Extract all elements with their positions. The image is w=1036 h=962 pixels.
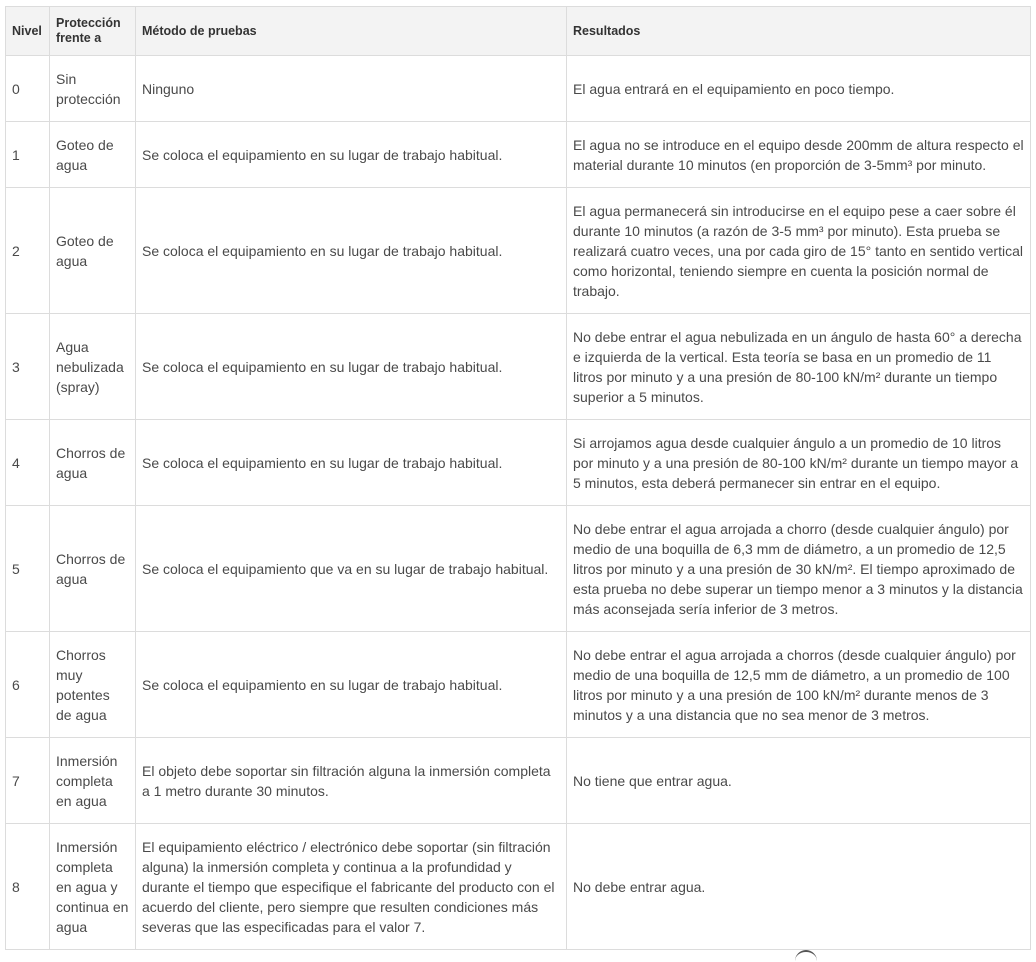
table-row	[6, 824, 1031, 950]
cell-proteccion: Chorros de agua	[50, 420, 136, 506]
cell-nivel: 1	[6, 122, 50, 188]
cell-metodo: Ninguno	[136, 56, 567, 122]
cell-resultados: El agua entrará en el equipamiento en poco tiempo.	[567, 56, 1031, 122]
cell-nivel: 7	[6, 738, 50, 824]
table-row	[6, 122, 1031, 188]
cell-proteccion: Inmersión completa en agua y continua en agua	[50, 824, 136, 950]
ip-protection-table	[5, 6, 1031, 950]
cell-proteccion: Inmersión completa en agua	[50, 738, 136, 824]
table-row	[6, 188, 1031, 314]
table-row	[6, 632, 1031, 738]
cell-metodo: Se coloca el equipamiento en su lugar de trabajo habitual.	[136, 632, 567, 738]
cell-nivel: 2	[6, 188, 50, 314]
table-row	[6, 420, 1031, 506]
cell-resultados: El agua no se introduce en el equipo desde 200mm de altura respecto el material durante 10 minutos (en proporción de 3-5mm³ por minuto.	[567, 122, 1031, 188]
cell-resultados: Si arrojamos agua desde cualquier ángulo a un promedio de 10 litros por minuto y a una presión de 80-100 kN/m² durante un tiempo mayor a 5 minutos, esta deberá permanecer sin entrar en el equipo.	[567, 420, 1031, 506]
cell-metodo: Se coloca el equipamiento en su lugar de trabajo habitual.	[136, 420, 567, 506]
header-nivel: Nivel	[6, 7, 50, 56]
cell-proteccion: Agua nebulizada (spray)	[50, 314, 136, 420]
cell-resultados: No tiene que entrar agua.	[567, 738, 1031, 824]
cell-metodo: Se coloca el equipamiento que va en su lugar de trabajo habitual.	[136, 506, 567, 632]
cell-nivel: 4	[6, 420, 50, 506]
cell-nivel: 5	[6, 506, 50, 632]
cell-resultados: No debe entrar el agua arrojada a chorro (desde cualquier ángulo) por medio de una boquilla de 6,3 mm de diámetro, a un promedio de 12,5 litros por minuto y a una presión de 30 kN/m². El tiempo aproximado de esta prueba no debe superar un tiempo menor a 3 minutos y la distancia más aconsejada sería inferior de 3 metros.	[567, 506, 1031, 632]
cell-proteccion: Goteo de agua	[50, 188, 136, 314]
ip-protection-table-container	[5, 6, 1030, 950]
cell-metodo: Se coloca el equipamiento en su lugar de trabajo habitual.	[136, 314, 567, 420]
cell-metodo: Se coloca el equipamiento en su lugar de trabajo habitual.	[136, 122, 567, 188]
cell-proteccion: Goteo de agua	[50, 122, 136, 188]
table-header-row	[6, 7, 1031, 56]
table-row	[6, 506, 1031, 632]
cell-resultados: El agua permanecerá sin introducirse en el equipo pese a caer sobre él durante 10 minutos (a razón de 3-5 mm³ por minuto). Esta prueba se realizará cuatro veces, una por cada giro de 15° tanto en sentido vertical como horizontal, teniendo siempre en cuenta la posición normal de trabajo.	[567, 188, 1031, 314]
cell-resultados: No debe entrar agua.	[567, 824, 1031, 950]
table-row	[6, 738, 1031, 824]
cell-metodo: El equipamiento eléctrico / electrónico debe soportar (sin filtración alguna) la inmersión completa y continua a la profundidad y durante el tiempo que especifique el fabricante del producto con el acuerdo del cliente, pero siempre que resulten condiciones más severas que las especificadas para el valor 7.	[136, 824, 567, 950]
table-row	[6, 314, 1031, 420]
cell-proteccion: Chorros muy potentes de agua	[50, 632, 136, 738]
header-proteccion: Protección frente a	[50, 7, 136, 56]
cell-metodo: Se coloca el equipamiento en su lugar de trabajo habitual.	[136, 188, 567, 314]
cell-nivel: 3	[6, 314, 50, 420]
partial-circle-icon	[795, 950, 817, 962]
table-row	[6, 56, 1031, 122]
cell-resultados: No debe entrar el agua nebulizada en un ángulo de hasta 60° a derecha e izquierda de la vertical. Esta teoría se basa en un promedio de 11 litros por minuto y a una presión de 80-100 kN/m² durante un tiempo superior a 5 minutos.	[567, 314, 1031, 420]
cell-nivel: 0	[6, 56, 50, 122]
cell-proteccion: Chorros de agua	[50, 506, 136, 632]
cell-nivel: 8	[6, 824, 50, 950]
cell-nivel: 6	[6, 632, 50, 738]
cell-resultados: No debe entrar el agua arrojada a chorros (desde cualquier ángulo) por medio de una boquilla de 12,5 mm de diámetro, a un promedio de 100 litros por minuto y a una presión de 100 kN/m² durante menos de 3 minutos y a una distancia que no sea menor de 3 metros.	[567, 632, 1031, 738]
cell-proteccion: Sin protección	[50, 56, 136, 122]
header-metodo: Método de pruebas	[136, 7, 567, 56]
header-resultados: Resultados	[567, 7, 1031, 56]
cell-metodo: El objeto debe soportar sin filtración alguna la inmersión completa a 1 metro durante 30 minutos.	[136, 738, 567, 824]
